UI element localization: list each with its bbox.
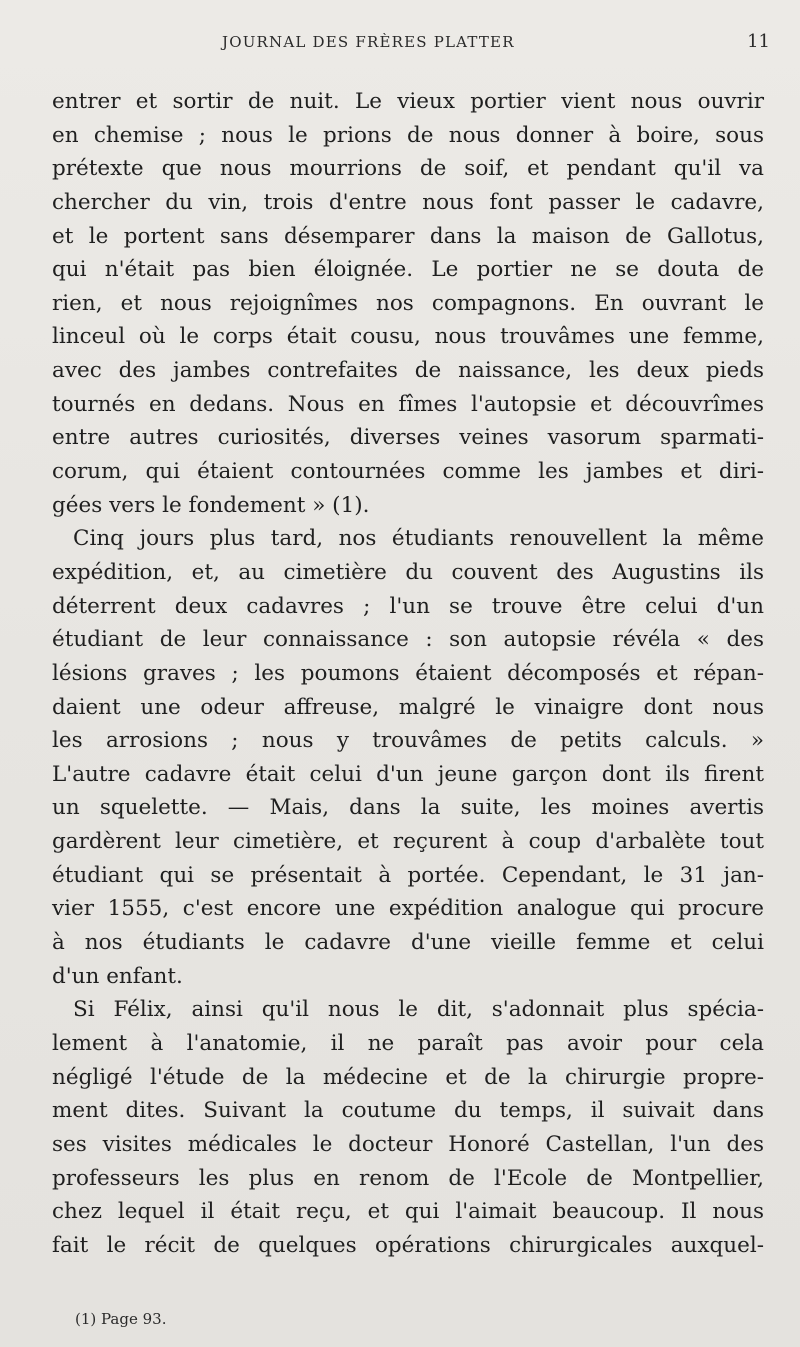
text-line: Cinq jours plus tard, nos étudiants renouvellent la même — [73, 526, 764, 552]
footnote: (1) Page 93. — [75, 1310, 167, 1328]
text-line: d'un enfant. — [52, 963, 183, 989]
text-line: prétexte que nous mourrions de soif, et pendant qu'il va — [52, 156, 764, 182]
text-line: déterrent deux cadavres ; l'un se trouve être celui d'un — [52, 593, 764, 619]
running-title: JOURNAL DES FRÈRES PLATTER — [222, 33, 515, 51]
text-line: entrer et sortir de nuit. Le vieux portier vient nous ouvrir — [52, 89, 764, 114]
text-line: linceul où le corps était cousu, nous trouvâmes une femme, — [52, 324, 764, 350]
text-line: qui n'était pas bien éloignée. Le portier ne se douta de — [52, 257, 764, 283]
page-number: 11 — [747, 31, 770, 52]
text-line: étudiant de leur connaissance : son autopsie révéla « des — [52, 627, 764, 653]
text-line: vier 1555, c'est encore une expédition analogue qui procure — [52, 896, 764, 922]
text-line: tournés en dedans. Nous en fîmes l'autopsie et découvrîmes — [52, 391, 764, 417]
text-line: expédition, et, au cimetière du couvent des Augustins ils — [52, 559, 764, 585]
text-line: à nos étudiants le cadavre d'une vieille femme et celui — [52, 930, 764, 956]
text-line: et le portent sans désemparer dans la maison de Gallotus, — [52, 223, 764, 249]
text-line: un squelette. — Mais, dans la suite, les moines avertis — [52, 795, 764, 821]
text-line: rien, et nous rejoignîmes nos compagnons. En ouvrant le — [52, 290, 764, 316]
text-line: étudiant qui se présentait à portée. Cependant, le 31 jan- — [52, 862, 764, 888]
text-line: chercher du vin, trois d'entre nous font passer le cadavre, — [52, 189, 764, 215]
text-line: corum, qui étaient contournées comme les jambes et diri- — [52, 459, 764, 485]
text-line: L'autre cadavre était celui d'un jeune garçon dont ils firent — [52, 761, 764, 787]
text-line: lésions graves ; les poumons étaient décomposés et répan- — [52, 660, 764, 686]
text-line: entre autres curiosités, diverses veines vasorum sparmati- — [52, 425, 764, 451]
text-line: fait le récit de quelques opérations chirurgicales auxquel- — [52, 1232, 764, 1258]
text-line: Si Félix, ainsi qu'il nous le dit, s'adonnait plus spécia- — [73, 997, 764, 1023]
text-line: négligé l'étude de la médecine et de la chirurgie propre- — [52, 1064, 764, 1090]
text-line: gées vers le fondement » (1). — [52, 492, 370, 518]
text-line: les arrosions ; nous y trouvâmes de petits calculs. » — [52, 728, 764, 754]
text-line: avec des jambes contrefaites de naissance, les deux pieds — [52, 358, 764, 384]
text-line: ment dites. Suivant la coutume du temps, il suivait dans — [52, 1098, 764, 1124]
text-line: en chemise ; nous le prions de nous donner à boire, sous — [52, 122, 764, 148]
text-line: ses visites médicales le docteur Honoré Castellan, l'un des — [52, 1131, 764, 1157]
text-line: professeurs les plus en renom de l'Ecole de Montpellier, — [52, 1165, 764, 1191]
text-line: lement à l'anatomie, il ne paraît pas avoir pour cela — [52, 1030, 764, 1056]
text-line: chez lequel il était reçu, et qui l'aimait beaucoup. Il nous — [52, 1199, 764, 1225]
text-line: daient une odeur affreuse, malgré le vinaigre dont nous — [52, 694, 764, 720]
body-text — [52, 85, 764, 1262]
text-line: gardèrent leur cimetière, et reçurent à coup d'arbalète tout — [52, 829, 764, 855]
